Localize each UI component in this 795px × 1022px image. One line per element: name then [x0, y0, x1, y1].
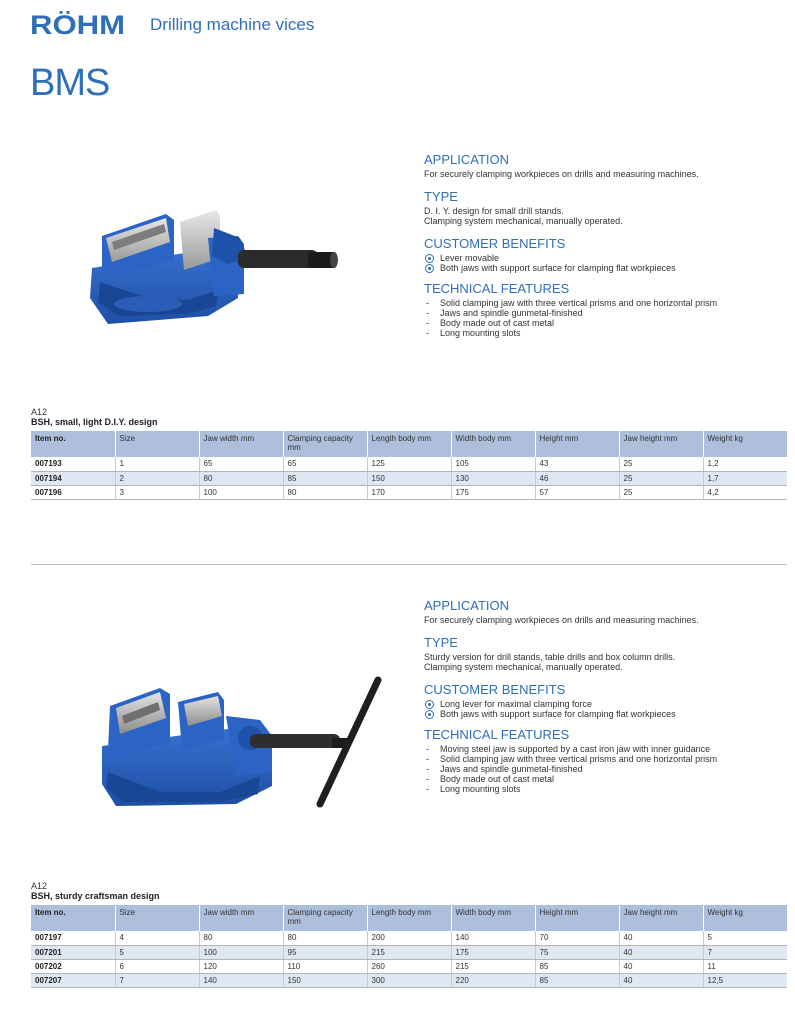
- application-section: [424, 598, 774, 625]
- cell: 43: [535, 457, 619, 471]
- cell: 007194: [31, 471, 115, 485]
- bullet-circle-icon: [425, 700, 434, 709]
- cell: 140: [451, 931, 535, 945]
- cell: 40: [619, 931, 703, 945]
- cell: 12,5: [703, 973, 787, 987]
- feature-text: Jaws and spindle gunmetal-finished: [440, 308, 583, 318]
- cell: 6: [115, 959, 199, 973]
- cell: 85: [535, 959, 619, 973]
- table-header-row: [31, 431, 787, 457]
- cell: 200: [367, 931, 451, 945]
- application-text: For securely clamping workpieces on drills and measuring machines.: [424, 169, 699, 179]
- dash-bullet: -: [426, 318, 429, 328]
- dash-bullet: -: [426, 754, 429, 764]
- table-row: [31, 485, 787, 499]
- benefits-heading: CUSTOMER BENEFITS: [424, 236, 566, 251]
- type-line: D. I. Y. design for small drill stands.: [424, 206, 564, 216]
- dash-bullet: -: [426, 308, 429, 318]
- section-divider: [31, 564, 787, 565]
- page-title: BMS: [30, 62, 110, 104]
- benefit-item: [424, 709, 774, 719]
- col-width-body: Width body mm: [451, 905, 535, 931]
- feature-text: Long mounting slots: [440, 784, 521, 794]
- col-height: Height mm: [535, 905, 619, 931]
- cell: 1,7: [703, 471, 787, 485]
- cell: 40: [619, 973, 703, 987]
- product-image-bms-small: [88, 198, 340, 326]
- cell: 120: [199, 959, 283, 973]
- type-heading: TYPE: [424, 635, 458, 650]
- features-heading: TECHNICAL FEATURES: [424, 281, 570, 296]
- cell: 300: [367, 973, 451, 987]
- feature-item: [424, 784, 774, 794]
- features-list: [424, 744, 774, 794]
- col-weight: Weight kg: [703, 431, 787, 457]
- bullet-circle-icon: [425, 254, 434, 263]
- benefits-list: [424, 699, 774, 719]
- cell: 57: [535, 485, 619, 499]
- application-text: For securely clamping workpieces on drills and measuring machines.: [424, 615, 699, 625]
- type-section: [424, 189, 774, 226]
- col-item-no: Item no.: [31, 905, 115, 931]
- bullet-circle-icon: [425, 710, 434, 719]
- col-jaw-height: Jaw height mm: [619, 431, 703, 457]
- product-2-description: [424, 598, 774, 804]
- table-row: [31, 471, 787, 485]
- type-line: Sturdy version for drill stands, table drills and box column drills.: [424, 652, 676, 662]
- dash-bullet: -: [426, 328, 429, 338]
- cell: 175: [451, 485, 535, 499]
- benefit-text: Long lever for maximal clamping force: [440, 699, 593, 709]
- benefit-text: Both jaws with support surface for clamping flat workpieces: [440, 263, 676, 273]
- feature-text: Jaws and spindle gunmetal-finished: [440, 764, 583, 774]
- type-heading: TYPE: [424, 189, 458, 204]
- dash-bullet: -: [426, 298, 429, 308]
- col-length-body: Length body mm: [367, 905, 451, 931]
- cell: 130: [451, 471, 535, 485]
- cell: 140: [199, 973, 283, 987]
- table-caption: BSH, sturdy craftsman design: [31, 891, 160, 901]
- col-weight: Weight kg: [703, 905, 787, 931]
- cell: 260: [367, 959, 451, 973]
- cell: 7: [703, 945, 787, 959]
- dash-bullet: -: [426, 744, 429, 754]
- feature-text: Solid clamping jaw with three vertical prisms and one horizontal prism: [440, 754, 718, 764]
- benefits-section: [424, 682, 774, 719]
- cell: 25: [619, 457, 703, 471]
- cell: 4: [115, 931, 199, 945]
- cell: 75: [535, 945, 619, 959]
- feature-item: [424, 318, 774, 328]
- cell: 215: [367, 945, 451, 959]
- cell: 85: [535, 973, 619, 987]
- cell: 11: [703, 959, 787, 973]
- cell: 7: [115, 973, 199, 987]
- cell: 65: [199, 457, 283, 471]
- cell: 40: [619, 959, 703, 973]
- cell: 150: [367, 471, 451, 485]
- cell: 3: [115, 485, 199, 499]
- dash-bullet: -: [426, 784, 429, 794]
- cell: 007201: [31, 945, 115, 959]
- cell: 170: [367, 485, 451, 499]
- cell: 46: [535, 471, 619, 485]
- cell: 100: [199, 485, 283, 499]
- cell: 1,2: [703, 457, 787, 471]
- cell: 80: [283, 485, 367, 499]
- feature-item: [424, 298, 774, 308]
- features-list: [424, 298, 774, 338]
- col-height: Height mm: [535, 431, 619, 457]
- cell: 80: [199, 471, 283, 485]
- benefits-list: [424, 253, 774, 273]
- col-clamping-capacity: Clamping capacity mm: [283, 431, 367, 457]
- type-line: Clamping system mechanical, manually operated.: [424, 216, 623, 226]
- table-row: [31, 457, 787, 471]
- application-heading: APPLICATION: [424, 152, 510, 167]
- cell: 4,2: [703, 485, 787, 499]
- cell: 65: [283, 457, 367, 471]
- spec-table-1: [31, 431, 787, 500]
- col-length-body: Length body mm: [367, 431, 451, 457]
- cell: 007193: [31, 457, 115, 471]
- benefit-item: [424, 253, 774, 263]
- features-section: [424, 727, 774, 794]
- feature-text: Moving steel jaw is supported by a cast iron jaw with inner guidance: [440, 744, 711, 754]
- cell: 105: [451, 457, 535, 471]
- feature-text: Body made out of cast metal: [440, 774, 555, 784]
- dash-bullet: -: [426, 764, 429, 774]
- table-caption: BSH, small, light D.I.Y. design: [31, 417, 158, 427]
- spec-table-block-2: [31, 881, 787, 988]
- product-1-description: [424, 152, 774, 348]
- feature-item: [424, 328, 774, 338]
- cell: 95: [283, 945, 367, 959]
- feature-text: Long mounting slots: [440, 328, 521, 338]
- cell: 175: [451, 945, 535, 959]
- benefit-text: Both jaws with support surface for clamping flat workpieces: [440, 709, 676, 719]
- page-subtitle: Drilling machine vices: [150, 15, 315, 34]
- cell: 5: [115, 945, 199, 959]
- brand-header: [30, 8, 126, 40]
- col-size: Size: [115, 431, 199, 457]
- col-jaw-width: Jaw width mm: [199, 905, 283, 931]
- table-header-row: [31, 905, 787, 931]
- cell: 85: [283, 471, 367, 485]
- cell: 215: [451, 959, 535, 973]
- cell: 5: [703, 931, 787, 945]
- cell: 007207: [31, 973, 115, 987]
- features-section: [424, 281, 774, 338]
- table-row: [31, 945, 787, 959]
- cell: 1: [115, 457, 199, 471]
- benefit-text: Lever movable: [440, 253, 500, 263]
- feature-text: Body made out of cast metal: [440, 318, 555, 328]
- table-code: A12: [31, 881, 48, 891]
- rohm-logo: [30, 10, 126, 38]
- col-jaw-width: Jaw width mm: [199, 431, 283, 457]
- cell: 25: [619, 471, 703, 485]
- cell: 80: [199, 931, 283, 945]
- cell: 100: [199, 945, 283, 959]
- cell: 2: [115, 471, 199, 485]
- cell: 40: [619, 945, 703, 959]
- cell: 70: [535, 931, 619, 945]
- table-row: [31, 973, 787, 987]
- col-jaw-height: Jaw height mm: [619, 905, 703, 931]
- spec-table-block-1: [31, 407, 787, 500]
- application-heading: APPLICATION: [424, 598, 510, 613]
- feature-item: [424, 308, 774, 318]
- benefit-item: [424, 263, 774, 273]
- table-code: A12: [31, 407, 48, 417]
- benefits-section: [424, 236, 774, 273]
- benefit-item: [424, 699, 774, 709]
- cell: 25: [619, 485, 703, 499]
- cell: 220: [451, 973, 535, 987]
- feature-item: [424, 744, 774, 754]
- table-row: [31, 931, 787, 945]
- col-item-no: Item no.: [31, 431, 115, 457]
- cell: 007202: [31, 959, 115, 973]
- bullet-circle-icon: [425, 264, 434, 273]
- benefits-heading: CUSTOMER BENEFITS: [424, 682, 566, 697]
- svg-text:RÖHM: RÖHM: [30, 10, 125, 38]
- col-size: Size: [115, 905, 199, 931]
- table-row: [31, 959, 787, 973]
- cell: 007196: [31, 485, 115, 499]
- type-section: [424, 635, 774, 672]
- cell: 007197: [31, 931, 115, 945]
- feature-item: [424, 774, 774, 784]
- cell: 150: [283, 973, 367, 987]
- cell: 110: [283, 959, 367, 973]
- feature-text: Solid clamping jaw with three vertical prisms and one horizontal prism: [440, 298, 718, 308]
- type-line: Clamping system mechanical, manually operated.: [424, 662, 623, 672]
- features-heading: TECHNICAL FEATURES: [424, 727, 570, 742]
- feature-item: [424, 764, 774, 774]
- cell: 125: [367, 457, 451, 471]
- feature-item: [424, 754, 774, 764]
- col-width-body: Width body mm: [451, 431, 535, 457]
- spec-table-2: [31, 905, 787, 988]
- col-clamping-capacity: Clamping capacity mm: [283, 905, 367, 931]
- product-image-bms-sturdy: [100, 676, 384, 810]
- application-section: [424, 152, 774, 179]
- dash-bullet: -: [426, 774, 429, 784]
- cell: 80: [283, 931, 367, 945]
